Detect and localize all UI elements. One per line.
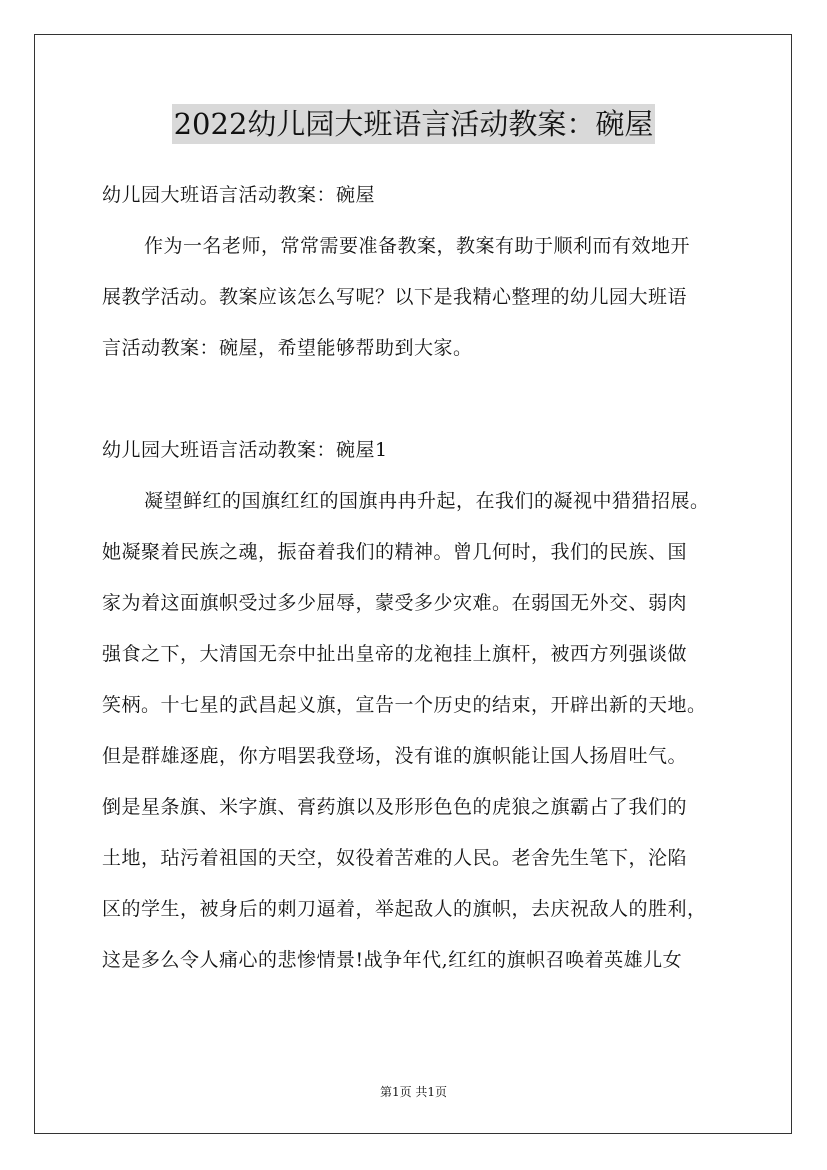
paragraph-line: 笑柄。十七星的武昌起义旗，宣告一个历史的结束，开辟出新的天地。 [102,694,707,716]
document-body [102,170,752,986]
section-heading: 幼儿园大班语言活动教案：碗屋1 [102,439,388,461]
paragraph-line: 土地，玷污着祖国的天空，奴役着苦难的人民。老舍先生笔下，沦陷 [102,847,688,869]
paragraph-line: 家为着这面旗帜受过多少屈辱，蒙受多少灾难。在弱国无外交、弱肉 [102,592,688,614]
paragraph-line: 区的学生，被身后的刺刀逼着，举起敌人的旗帜，去庆祝敌人的胜利， [102,898,707,920]
paragraph-line: 倒是星条旗、米字旗、膏药旗以及形形色色的虎狼之旗霸占了我们的 [102,796,688,818]
paragraph-line: 作为一名老师，常常需要准备教案，教案有助于顺利而有效地开 [144,235,691,257]
paragraph-line: 这是多么令人痛心的悲惨情景!战争年代,红红的旗帜召唤着英雄儿女 [102,949,683,971]
section-heading: 幼儿园大班语言活动教案：碗屋 [102,184,376,206]
paragraph-line: 她凝聚着民族之魂，振奋着我们的精神。曾几何时，我们的民族、国 [102,541,688,563]
paragraph-line: 言活动教案：碗屋，希望能够帮助到大家。 [102,337,473,359]
document-title-text: 2022幼儿园大班语言活动教案：碗屋 [172,104,656,144]
document-title [0,104,827,144]
paragraph-gap [102,374,752,425]
paragraph-line: 展教学活动。教案应该怎么写呢？以下是我精心整理的幼儿园大班语 [102,286,688,308]
paragraph-line: 但是群雄逐鹿，你方唱罢我登场，没有谁的旗帜能让国人扬眉吐气。 [102,745,688,767]
paragraph-line: 凝望鲜红的国旗红红的国旗冉冉升起，在我们的凝视中猎猎招展。 [144,490,710,512]
paragraph-line: 强食之下，大清国无奈中扯出皇帝的龙袍挂上旗杆，被西方列强谈做 [102,643,688,665]
page-footer: 第1页 共1页 [379,1085,448,1099]
